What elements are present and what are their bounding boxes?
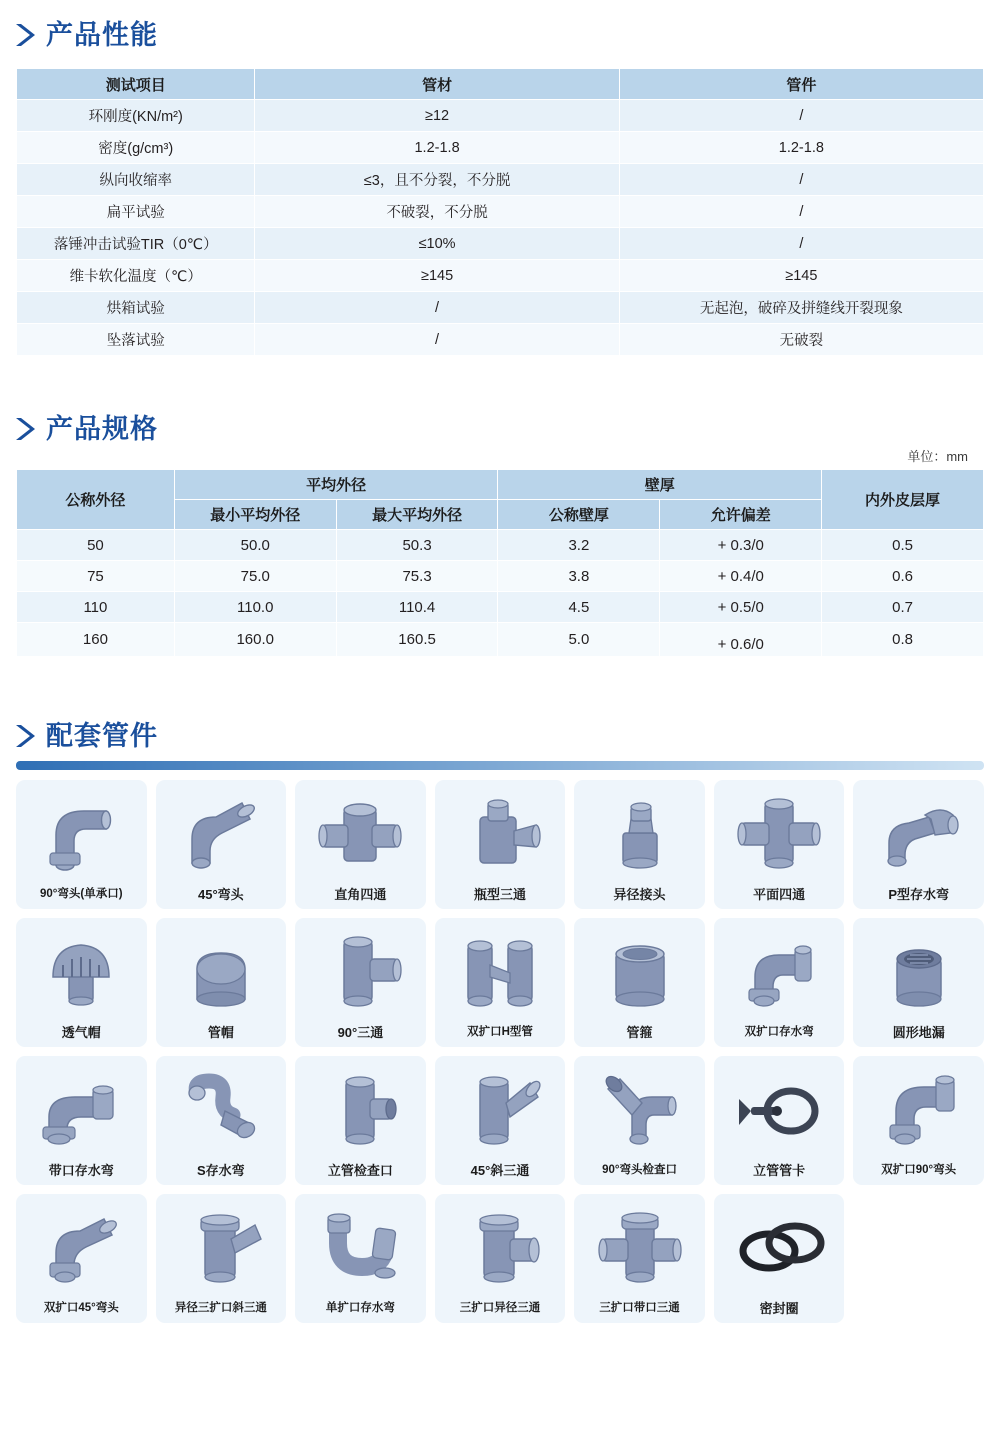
cell-fitting: 无起泡，破碎及拼缝线开裂现象 xyxy=(619,292,983,324)
cell-fitting: 无破裂 xyxy=(619,324,983,356)
table-row xyxy=(17,592,984,623)
cell-pipe: ≥145 xyxy=(255,260,619,292)
fittings-grid xyxy=(16,780,984,1323)
vent-cap-icon xyxy=(16,918,147,1025)
fitting-label: 三扩口异径三通 xyxy=(459,1302,541,1314)
cell-nominal-od: 110 xyxy=(17,592,175,623)
cell-tolerance: + 0.5/0 xyxy=(660,592,822,623)
fitting-label: 45°弯头 xyxy=(198,887,244,902)
cell-max-mean-od: 75.3 xyxy=(336,561,498,592)
cell-nominal-wall: 3.8 xyxy=(498,561,660,592)
double-socket-elbow-45-icon xyxy=(16,1194,147,1301)
fitting-label: 异径接头 xyxy=(613,887,666,902)
fitting-label: 平面四通 xyxy=(753,887,806,902)
fitting-card[interactable] xyxy=(156,780,287,909)
table-row xyxy=(17,292,984,324)
cell-tolerance: + 0.4/0 xyxy=(660,561,822,592)
cell-test-item: 烘箱试验 xyxy=(17,292,255,324)
fitting-card[interactable] xyxy=(574,1056,705,1185)
fitting-label: 密封圈 xyxy=(759,1301,799,1316)
fitting-card[interactable] xyxy=(16,780,147,909)
table-row xyxy=(17,530,984,561)
fitting-card[interactable] xyxy=(16,1194,147,1323)
section-title-fittings: 配套管件 xyxy=(46,721,158,751)
fitting-label: 带口存水弯 xyxy=(48,1163,114,1178)
table-row xyxy=(17,164,984,196)
right-angle-cross-icon xyxy=(295,780,426,887)
cell-min-mean-od: 75.0 xyxy=(174,561,336,592)
fitting-card[interactable] xyxy=(574,780,705,909)
chevron-right-icon xyxy=(14,412,40,446)
empty-slot xyxy=(853,1194,984,1316)
triple-socket-tee-icon xyxy=(574,1194,705,1301)
triple-socket-reducing-tee-icon xyxy=(435,1194,566,1301)
col-header-fitting: 管件 xyxy=(619,69,983,100)
fitting-card[interactable] xyxy=(295,780,426,909)
table-row xyxy=(17,324,984,356)
fitting-label: 90°弯头检查口 xyxy=(602,1164,677,1176)
cell-tolerance: + 0.6/0 xyxy=(660,623,822,657)
fitting-card[interactable] xyxy=(435,780,566,909)
fitting-label: 三扩口带口三通 xyxy=(599,1302,680,1314)
section-header-performance xyxy=(14,18,1000,52)
table-header-row-group xyxy=(17,470,984,500)
fitting-card[interactable] xyxy=(435,1056,566,1185)
cell-pipe: ≥12 xyxy=(255,100,619,132)
fitting-card[interactable] xyxy=(435,918,566,1047)
fitting-card[interactable] xyxy=(295,918,426,1047)
cell-test-item: 环刚度(KN/m²) xyxy=(17,100,255,132)
fitting-card[interactable] xyxy=(714,918,845,1047)
cell-nominal-wall: 4.5 xyxy=(498,592,660,623)
cell-min-mean-od: 110.0 xyxy=(174,592,336,623)
coupling-icon xyxy=(574,918,705,1025)
cell-tolerance: + 0.3/0 xyxy=(660,530,822,561)
section-title-spec: 产品规格 xyxy=(46,414,158,444)
fitting-card-empty xyxy=(853,1194,984,1323)
fitting-label: 立管检查口 xyxy=(327,1163,393,1178)
fitting-card[interactable] xyxy=(574,918,705,1047)
cell-test-item: 坠落试验 xyxy=(17,324,255,356)
tee-45-oblique-icon xyxy=(435,1056,566,1163)
socket-trap-icon xyxy=(16,1056,147,1163)
section-divider-bar xyxy=(16,761,984,770)
fitting-label: 透气帽 xyxy=(61,1025,101,1040)
fitting-label: 45°斜三通 xyxy=(470,1163,530,1178)
cell-pipe: / xyxy=(255,292,619,324)
cell-nominal-wall: 5.0 xyxy=(498,623,660,657)
cell-fitting: ≥145 xyxy=(619,260,983,292)
cell-fitting: / xyxy=(619,228,983,260)
spec-table xyxy=(16,469,984,657)
fitting-label: 双扩口存水弯 xyxy=(744,1026,814,1038)
fitting-label: 双扩口90°弯头 xyxy=(881,1164,957,1176)
sealing-ring-icon xyxy=(714,1194,845,1301)
fitting-card[interactable] xyxy=(853,918,984,1047)
section-title-performance: 产品性能 xyxy=(46,20,158,50)
s-trap-icon xyxy=(156,1056,287,1163)
fitting-card[interactable] xyxy=(16,918,147,1047)
col-header-wall-thickness: 壁厚 xyxy=(498,470,822,500)
col-header-test-item: 测试项目 xyxy=(17,69,255,100)
chevron-right-icon xyxy=(14,18,40,52)
col-header-mean-od: 平均外径 xyxy=(174,470,498,500)
elbow-90-single-socket-icon xyxy=(16,780,147,887)
cell-skin-thickness: 0.7 xyxy=(822,592,984,623)
fitting-card[interactable] xyxy=(295,1194,426,1323)
col-header-min-mean-od: 最小平均外径 xyxy=(174,500,336,530)
cell-fitting: 1.2-1.8 xyxy=(619,132,983,164)
fitting-card[interactable] xyxy=(16,1056,147,1185)
fitting-card[interactable] xyxy=(156,1056,287,1185)
cell-skin-thickness: 0.5 xyxy=(822,530,984,561)
section-header-fittings xyxy=(14,719,1000,753)
table-row xyxy=(17,132,984,164)
cell-pipe: 不破裂，不分脱 xyxy=(255,196,619,228)
section-header-spec xyxy=(14,412,1000,446)
fitting-card[interactable] xyxy=(714,780,845,909)
cell-pipe: ≤3，且不分裂，不分脱 xyxy=(255,164,619,196)
fitting-label: 90°三通 xyxy=(337,1025,384,1040)
cell-test-item: 维卡软化温度（℃） xyxy=(17,260,255,292)
fitting-label: 立管管卡 xyxy=(753,1163,806,1178)
cell-test-item: 落锤冲击试验TIR（0℃） xyxy=(17,228,255,260)
p-trap-icon xyxy=(853,780,984,887)
planar-cross-icon xyxy=(714,780,845,887)
cell-max-mean-od: 160.5 xyxy=(336,623,498,657)
fitting-label: S存水弯 xyxy=(197,1163,245,1178)
cell-fitting: / xyxy=(619,100,983,132)
col-header-nominal-od: 公称外径 xyxy=(17,470,175,530)
cell-fitting: / xyxy=(619,164,983,196)
cell-fitting: / xyxy=(619,196,983,228)
fitting-label: 单扩口存水弯 xyxy=(325,1302,395,1314)
table-row xyxy=(17,561,984,592)
single-socket-trap-icon xyxy=(295,1194,426,1301)
cell-pipe: 1.2-1.8 xyxy=(255,132,619,164)
elbow-45-icon xyxy=(156,780,287,887)
table-row xyxy=(17,260,984,292)
performance-table xyxy=(16,68,984,356)
fitting-card[interactable] xyxy=(853,780,984,909)
cell-nominal-od: 75 xyxy=(17,561,175,592)
cell-pipe: ≤10% xyxy=(255,228,619,260)
cell-test-item: 纵向收缩率 xyxy=(17,164,255,196)
col-header-pipe: 管材 xyxy=(255,69,619,100)
fitting-label: 瓶型三通 xyxy=(473,887,526,902)
cell-nominal-od: 50 xyxy=(17,530,175,561)
table-row xyxy=(17,196,984,228)
fitting-card[interactable] xyxy=(714,1056,845,1185)
cell-nominal-od: 160 xyxy=(17,623,175,657)
col-header-skin-thickness: 内外皮层厚 xyxy=(822,470,984,530)
cell-max-mean-od: 110.4 xyxy=(336,592,498,623)
double-socket-elbow-90-icon xyxy=(853,1056,984,1163)
fitting-label: 异径三扩口斜三通 xyxy=(174,1302,267,1314)
fitting-card[interactable] xyxy=(435,1194,566,1323)
col-header-max-mean-od: 最大平均外径 xyxy=(336,500,498,530)
fitting-label: P型存水弯 xyxy=(888,887,950,902)
cell-min-mean-od: 160.0 xyxy=(174,623,336,657)
fitting-label: 直角四通 xyxy=(334,887,387,902)
cell-skin-thickness: 0.8 xyxy=(822,623,984,657)
fitting-label: 管帽 xyxy=(207,1025,234,1040)
tee-90-icon xyxy=(295,918,426,1025)
cell-pipe: / xyxy=(255,324,619,356)
fitting-card[interactable] xyxy=(156,918,287,1047)
cell-min-mean-od: 50.0 xyxy=(174,530,336,561)
fitting-label: 圆形地漏 xyxy=(892,1025,945,1040)
unit-note: 单位：mm xyxy=(907,449,968,464)
elbow-90-inspection-icon xyxy=(574,1056,705,1163)
cell-max-mean-od: 50.3 xyxy=(336,530,498,561)
cell-test-item: 扁平试验 xyxy=(17,196,255,228)
fitting-label: 90°弯头(单承口) xyxy=(40,888,123,900)
reducing-triple-socket-oblique-tee-icon xyxy=(156,1194,287,1301)
col-header-nominal-wall: 公称壁厚 xyxy=(498,500,660,530)
bottle-tee-icon xyxy=(435,780,566,887)
cell-nominal-wall: 3.2 xyxy=(498,530,660,561)
fitting-card[interactable] xyxy=(156,1194,287,1323)
riser-clamp-icon xyxy=(714,1056,845,1163)
double-socket-h-pipe-icon xyxy=(435,918,566,1025)
pipe-cap-icon xyxy=(156,918,287,1025)
table-row xyxy=(17,623,984,657)
round-floor-drain-icon xyxy=(853,918,984,1025)
chevron-right-icon xyxy=(14,719,40,753)
fitting-card[interactable] xyxy=(295,1056,426,1185)
fitting-card[interactable] xyxy=(714,1194,845,1323)
table-row xyxy=(17,100,984,132)
cell-test-item: 密度(g/cm³) xyxy=(17,132,255,164)
fitting-label: 管箍 xyxy=(626,1025,653,1040)
table-row xyxy=(17,228,984,260)
fitting-label: 双扩口H型管 xyxy=(467,1026,533,1038)
fitting-card[interactable] xyxy=(853,1056,984,1185)
table-header-row xyxy=(17,69,984,100)
riser-inspection-port-icon xyxy=(295,1056,426,1163)
reducer-coupling-icon xyxy=(574,780,705,887)
fitting-label: 双扩口45°弯头 xyxy=(43,1302,119,1314)
col-header-tolerance: 允许偏差 xyxy=(660,500,822,530)
fitting-card[interactable] xyxy=(574,1194,705,1323)
double-socket-trap-icon xyxy=(714,918,845,1025)
cell-skin-thickness: 0.6 xyxy=(822,561,984,592)
